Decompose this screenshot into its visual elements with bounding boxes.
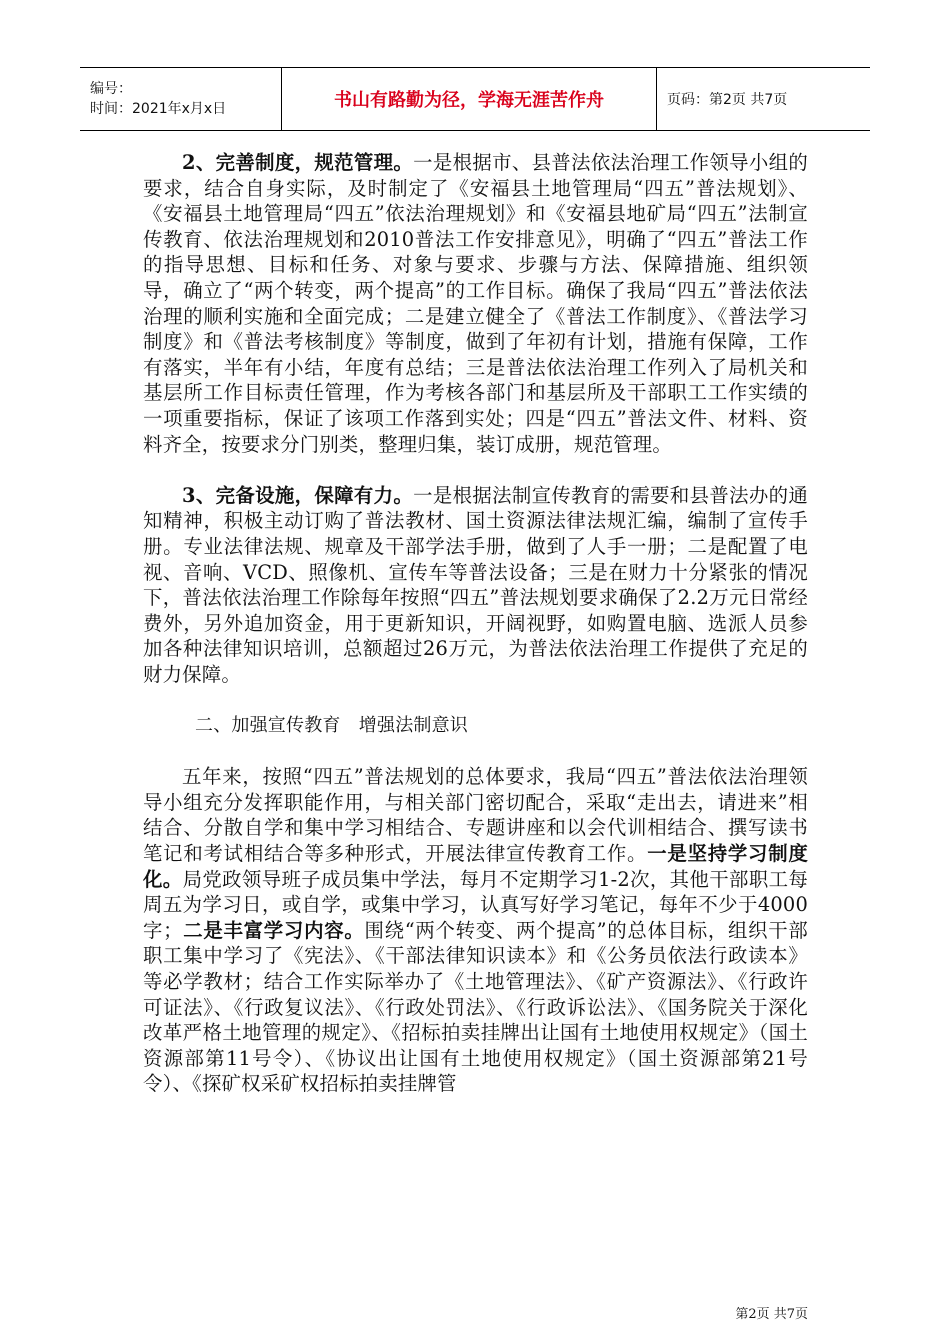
- paragraph-heading: 3、完备设施，保障有力。: [182, 483, 414, 507]
- page-footer: 第2页 共7页: [735, 1307, 808, 1322]
- document-body: [143, 150, 808, 1097]
- document-time-label: 时间：2021年x月x日: [90, 101, 227, 117]
- paragraph: [143, 764, 808, 1097]
- paragraph-text: 一是根据市、县普法依法治理工作领导小组的要求，结合自身实际，及时制定了《安福县土地管理局“四五”普法规划》、《安福县土地管理局“四五”依法治理规划》和《安福县地矿局“四五”法制宣传教育、依法治理规划和2010普法工作安排意见》，明确了“四五”普法工作的指导思想、目标和任务、对象与要求、步骤与方法、保障措施、组织领导，确立了“两个转变，两个提高”的工作目标。确保了我局“四五”普法依法治理的顺利实施和全面完成；二是建立健全了《普法工作制度》、《普法学习制度》和《普法考核制度》等制度，做到了年初有计划，措施有保障，工作有落实，半年有小结，年度有总结；三是普法依法治理工作列入了局机关和基层所工作目标责任管理，作为考核各部门和基层所及干部职工工作实绩的一项重要指标，保证了该项工作落到实处；四是“四五”普法文件、材料、资料齐全，按要求分门别类，整理归集，装订成册，规范管理。: [143, 151, 808, 456]
- paragraph: [143, 483, 808, 688]
- section-heading: 二、加强宣传教育 增强法制意识: [195, 715, 468, 737]
- paragraph-heading: 一是坚持学习制度化。: [143, 842, 808, 891]
- paragraph-text: 五年来，按照“四五”普法规划的总体要求，我局“四五”普法依法治理领导小组充分发挥职能作用，与相关部门密切配合，采取“走出去，请进来”相结合、分散自学和集中学习相结合、专题讲座和以会代训相结合、撰写读书笔记和考试相结合等多种形式，开展法律宣传教育工作。: [143, 765, 808, 866]
- header-page-number: 页码：第2页 共7页: [667, 92, 788, 108]
- paragraph-text: 局党政领导班子成员集中学法，每月不定期学习1-2次，其他干部职工每周五为学习日，或自学，或集中学习，认真写好学习笔记，每年不少于4000字；: [143, 867, 808, 942]
- header-motto: 书山有路勤为径，学海无涯苦作舟: [282, 68, 657, 130]
- page-header: [80, 67, 870, 131]
- paragraph-text: 一是根据法制宣传教育的需要和县普法办的通知精神，积极主动订购了普法教材、国土资源法律法规汇编，编制了宣传手册。专业法律法规、规章及干部学法手册，做到了人手一册；二是配置了电视、音响、VCD、照像机、宣传车等普法设备；三是在财力十分紧张的情况下，普法依法治理工作除每年按照“四五”普法规划要求确保了2.2万元日常经费外，另外追加资金，用于更新知识，开阔视野，如购置电脑、选派人员参加各种法律知识培训，总额超过26万元，为普法依法治理工作提供了充足的财力保障。: [143, 483, 808, 686]
- header-meta: [80, 68, 282, 130]
- paragraph: [143, 150, 808, 457]
- paragraph-heading: 二是丰富学习内容。: [182, 918, 365, 942]
- paragraph-heading: 2、完善制度，规范管理。: [182, 151, 414, 174]
- paragraph-text: 围绕“两个转变、两个提高”的总体目标，组织干部职工集中学习了《宪法》、《干部法律知识读本》和《公务员依法行政读本》等必学教材；结合工作实际举办了《土地管理法》、《矿产资源法》、《行政许可证法》、《行政复议法》、《行政处罚法》、《行政诉讼法》、《国务院关于深化改革严格土地管理的规定》、《招标拍卖挂牌出让国有土地使用权规定》（国土资源部第11号令）、《协议出让国有土地使用权规定》（国土资源部第21号令）、《探矿权采矿权招标拍卖挂牌管: [143, 918, 808, 1096]
- document-number-label: 编号：: [90, 81, 132, 97]
